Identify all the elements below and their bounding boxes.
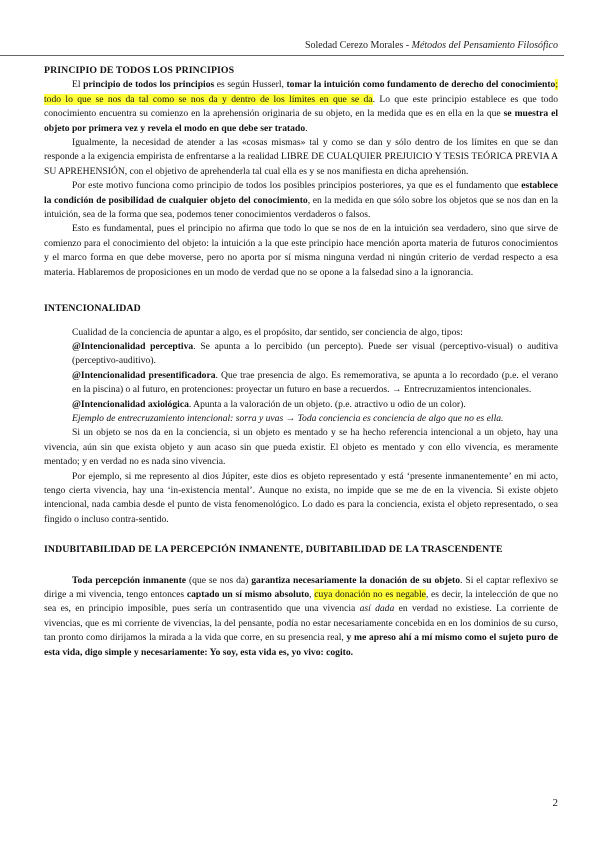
header-separator: - (403, 40, 412, 51)
section-heading-intencionalidad: INTENCIONALIDAD (44, 303, 141, 315)
bold-term: captado un sí mismo absoluto (186, 589, 310, 600)
text-run: . Lo que este principio establece es que todo conocimiento encuentra su comienzo en la aprehensión originaria de su objeto, en la medida que es en ella en la que (44, 93, 559, 120)
section-heading-indubitabilidad: INDUBITABILIDAD DE LA PERCEPCIÓN INMANENTE, DUBITABILIDAD DE LA TRASCENDENTE (44, 544, 503, 556)
text-run: en verdad no existiese. La corriente de vivencias, que es mi corriente de vivencias, la del pensante, podía no estar necesariamente concebida en en los dominios de su curso, tan pronto como dirijamos la mirada a la vida que corre, en su presencia real, (44, 603, 558, 644)
list-item-text: . Que trae presencia de algo. Es rememorativa, se apunta a lo recordado (p.e. el verano en la piscina) o al futuro, en protenciones: proyectar un futuro en base a recuerdos. → Entrecruzamientos intencionales. (72, 369, 558, 396)
header-rule (0, 55, 564, 56)
list-item-perceptiva (72, 340, 558, 369)
header-author: Soledad Cerezo Morales (304, 40, 404, 51)
bold-term: se muestra el objeto por primera vez y revela el modo en que debe ser tratado (44, 108, 559, 134)
paragraph-principio-1 (44, 78, 558, 136)
paragraph-indubitabilidad-7 (44, 574, 558, 660)
bold-term: establece la condición de posibilidad de cualquier objeto del conocimiento (44, 180, 558, 206)
bold-term: garantiza necesariamente la donación de su objeto (251, 574, 461, 586)
bold-term: y me apreso ahí a mí mismo como el sujeto puro de esta vida, digo simple y necesariamente: Yo soy, esta vida es, yo vivo: cogito. (44, 632, 558, 658)
paragraph-principio-4: Esto es fundamental, pues el principio no afirma que todo lo que se nos de en la intuición sea verdadero, sino que sirve de comienzo para el conocimiento del objeto: la intuición a la que este principio hace mención aporta materia de futuros conocimientos y el marco forma en que debe moverse, pero no aporta por sí misma ninguna verdad ni ningún criterio de verdad respecto a esa materia. Hablaremos de proposiciones en un modo de verdad que no se opone a la falsedad sino a la ignorancia. (44, 223, 558, 278)
list-item-presentificadora (72, 369, 558, 398)
list-item-label: @Intencionalidad presentificadora (72, 369, 216, 381)
text-run: . (305, 122, 308, 134)
list-item-axiologica (72, 398, 558, 412)
example-text: Ejemplo de entrecruzamiento intencional: sorra y uvas → Toda conciencia es conciencia de algo que no es ella. (72, 412, 504, 424)
list-item-text: . Se apunta a lo percibido (un percepto). Puede ser visual (perceptivo-visual) o auditiva (perceptivo-auditivo). (72, 340, 558, 367)
list-item-label: @Intencionalidad axiológica (72, 398, 189, 410)
example-note (72, 412, 558, 426)
bold-term: tomar la intuición como fundamento de derecho del conocimiento (286, 79, 556, 91)
bold-term: principio de todos los principios (83, 79, 215, 91)
text-run: , en la medida en que sólo sobre los objetos que se nos dan en la intuición, sea de la forma que sea, podemos tener conocimientos verdaderos o falsos. (44, 194, 559, 221)
paragraph-intencionalidad-5: Si un objeto se nos da en la conciencia, si un objeto es mentado y se ha hecho referencia intencional a un objeto, hay una vivencia, aún sin que exista objeto y aun acaso sin que pueda existir. El objeto es mentado y con ello vivencia, es meramente mentado; y en verdad no es nada sino vivencia. (44, 427, 558, 468)
header-title: Métodos del Pensamiento Filosófico (411, 40, 558, 51)
page-body (44, 64, 558, 660)
intentionality-types-list (72, 340, 558, 426)
italic-term: así dada (359, 603, 395, 615)
text-run: (que se nos da) (186, 574, 252, 586)
list-item-text: . Apunta a la valoración de un objeto. (p.e. atractivo u odio de un color). (188, 398, 466, 410)
text-run: , es decir, la intelección de que no sea es, en principio imposible, pues sería un contrasentido que una vivencia (44, 589, 558, 615)
list-item-label: @Intencionalidad perceptiva (72, 340, 194, 352)
highlighted-text: ; todo lo que se nos da tal como se nos da y dentro de los límites en que se da (44, 79, 558, 105)
text-run: El (72, 79, 84, 91)
running-header (305, 40, 558, 51)
paragraph-principio-2: Igualmente, la necesidad de atender a las «cosas mismas» tal y como se dan y sólo dentro de los límites en que se dan responde a la exigencia empirista de enfrentarse a la realidad LIBRE DE CUALQUIER PREJUICIO Y TESIS TEÓRICA PREVIA A SU APREHENSIÓN, con el objetivo de aprehenderla tal cual ella es y se nos manifiesta en dicha aprehensión. (44, 137, 558, 177)
section-heading-principio: PRINCIPIO DE TODOS LOS PRINCIPIOS (44, 65, 235, 76)
paragraph-intencionalidad-intro: Cualidad de la conciencia de apuntar a algo, es el propósito, dar sentido, ser conciencia de algo, tipos: (72, 326, 463, 338)
page-number: 2 (552, 797, 558, 809)
text-run: es según Husserl, (214, 79, 287, 91)
text-run: . Si el captar reflexivo se dirige a mi vivencia, tengo entonces (44, 574, 558, 600)
paragraph-intencionalidad-6: Por ejemplo, si me represento al dios Júpiter, este dios es objeto representado y está ‘presente inmanentemente’ en mi acto, tengo cierta vivencia, hay una ‘in-existencia mental’. Aunque no exista, no impide que se me de en la vivencia. Si existe objeto intencional, nada cambia desde el punto de vista fenomenológico. Lo dado es para la conciencia, exista el objeto representado, o sea fingido o incluso contra-sentido. (44, 470, 558, 525)
highlighted-text: cuya donación no es negable (314, 589, 426, 600)
text-run: Por este motivo funciona como principio de todos los posibles principios posteriores, ya que es el fundamento que (72, 180, 522, 192)
paragraph-principio-3 (44, 179, 558, 222)
text-run: , (309, 589, 315, 600)
bold-term: Toda percepción inmanente (72, 574, 187, 586)
